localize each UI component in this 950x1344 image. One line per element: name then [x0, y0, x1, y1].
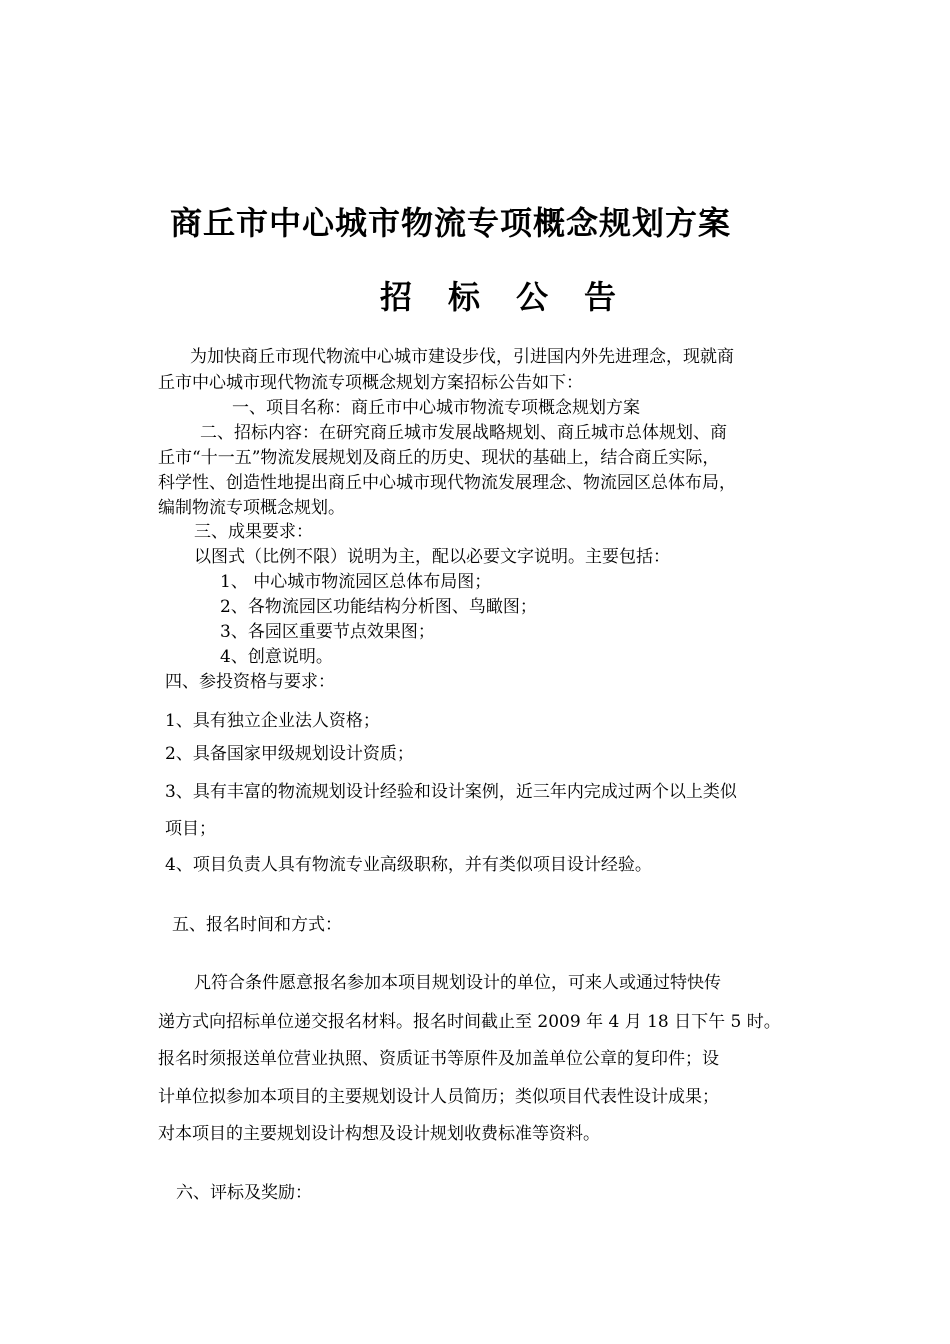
section2-line-3: 科学性、创造性地提出商丘中心城市现代物流发展理念、物流园区总体布局， [158, 473, 736, 493]
section2-line-4: 编制物流专项概念规划。 [158, 498, 345, 518]
section2-line-2: 丘市“十一五”物流发展规划及商丘的历史、现状的基础上，结合商丘实际， [158, 448, 720, 468]
section3-desc: 以图式（比例不限）说明为主，配以必要文字说明。主要包括： [194, 547, 670, 567]
section3-item-4: 4、创意说明。 [220, 647, 333, 667]
section4-item-3-cont: 项目； [165, 819, 216, 839]
section6-heading: 六、评标及奖励： [176, 1183, 312, 1203]
section2-line-1: 二、招标内容：在研究商丘城市发展战略规划、商丘城市总体规划、商 [200, 423, 727, 443]
section5-line-1: 凡符合条件愿意报名参加本项目规划设计的单位，可来人或通过特快传 [194, 973, 721, 993]
document-subtitle: 招标公告 [380, 278, 653, 316]
section3-item-2: 2、各物流园区功能结构分析图、鸟瞰图； [220, 597, 537, 617]
section5-line-4: 计单位拟参加本项目的主要规划设计人员简历；类似项目代表性设计成果； [158, 1087, 719, 1107]
section3-item-1: 1、 中心城市物流园区总体布局图； [220, 572, 492, 592]
intro-line-2: 丘市中心城市现代物流专项概念规划方案招标公告如下： [158, 373, 583, 393]
section4-item-2: 2、具备国家甲级规划设计资质； [165, 744, 414, 764]
section5-heading: 五、报名时间和方式： [172, 915, 342, 935]
section4-item-3: 3、具有丰富的物流规划设计经验和设计案例，近三年内完成过两个以上类似 [165, 782, 737, 802]
document-title: 商丘市中心城市物流专项概念规划方案 [170, 204, 732, 242]
section5-line-2: 递方式向招标单位递交报名材料。报名时间截止至 2009 年 4 月 18 日下午 5 时。 [158, 1012, 781, 1032]
section4-heading: 四、参投资格与要求： [165, 672, 335, 692]
section5-line-3: 报名时须报送单位营业执照、资质证书等原件及加盖单位公章的复印件；设 [158, 1049, 719, 1069]
section3-item-3: 3、各园区重要节点效果图； [220, 622, 435, 642]
section4-item-4: 4、项目负责人具有物流专业高级职称，并有类似项目设计经验。 [165, 855, 652, 875]
section3-heading: 三、成果要求： [194, 522, 313, 542]
section1-line: 一、项目名称：商丘市中心城市物流专项概念规划方案 [232, 398, 640, 418]
section5-line-5: 对本项目的主要规划设计构想及设计规划收费标准等资料。 [158, 1124, 600, 1144]
intro-line-1: 为加快商丘市现代物流中心城市建设步伐，引进国内外先进理念，现就商 [190, 347, 734, 367]
section4-item-1: 1、具有独立企业法人资格； [165, 711, 380, 731]
